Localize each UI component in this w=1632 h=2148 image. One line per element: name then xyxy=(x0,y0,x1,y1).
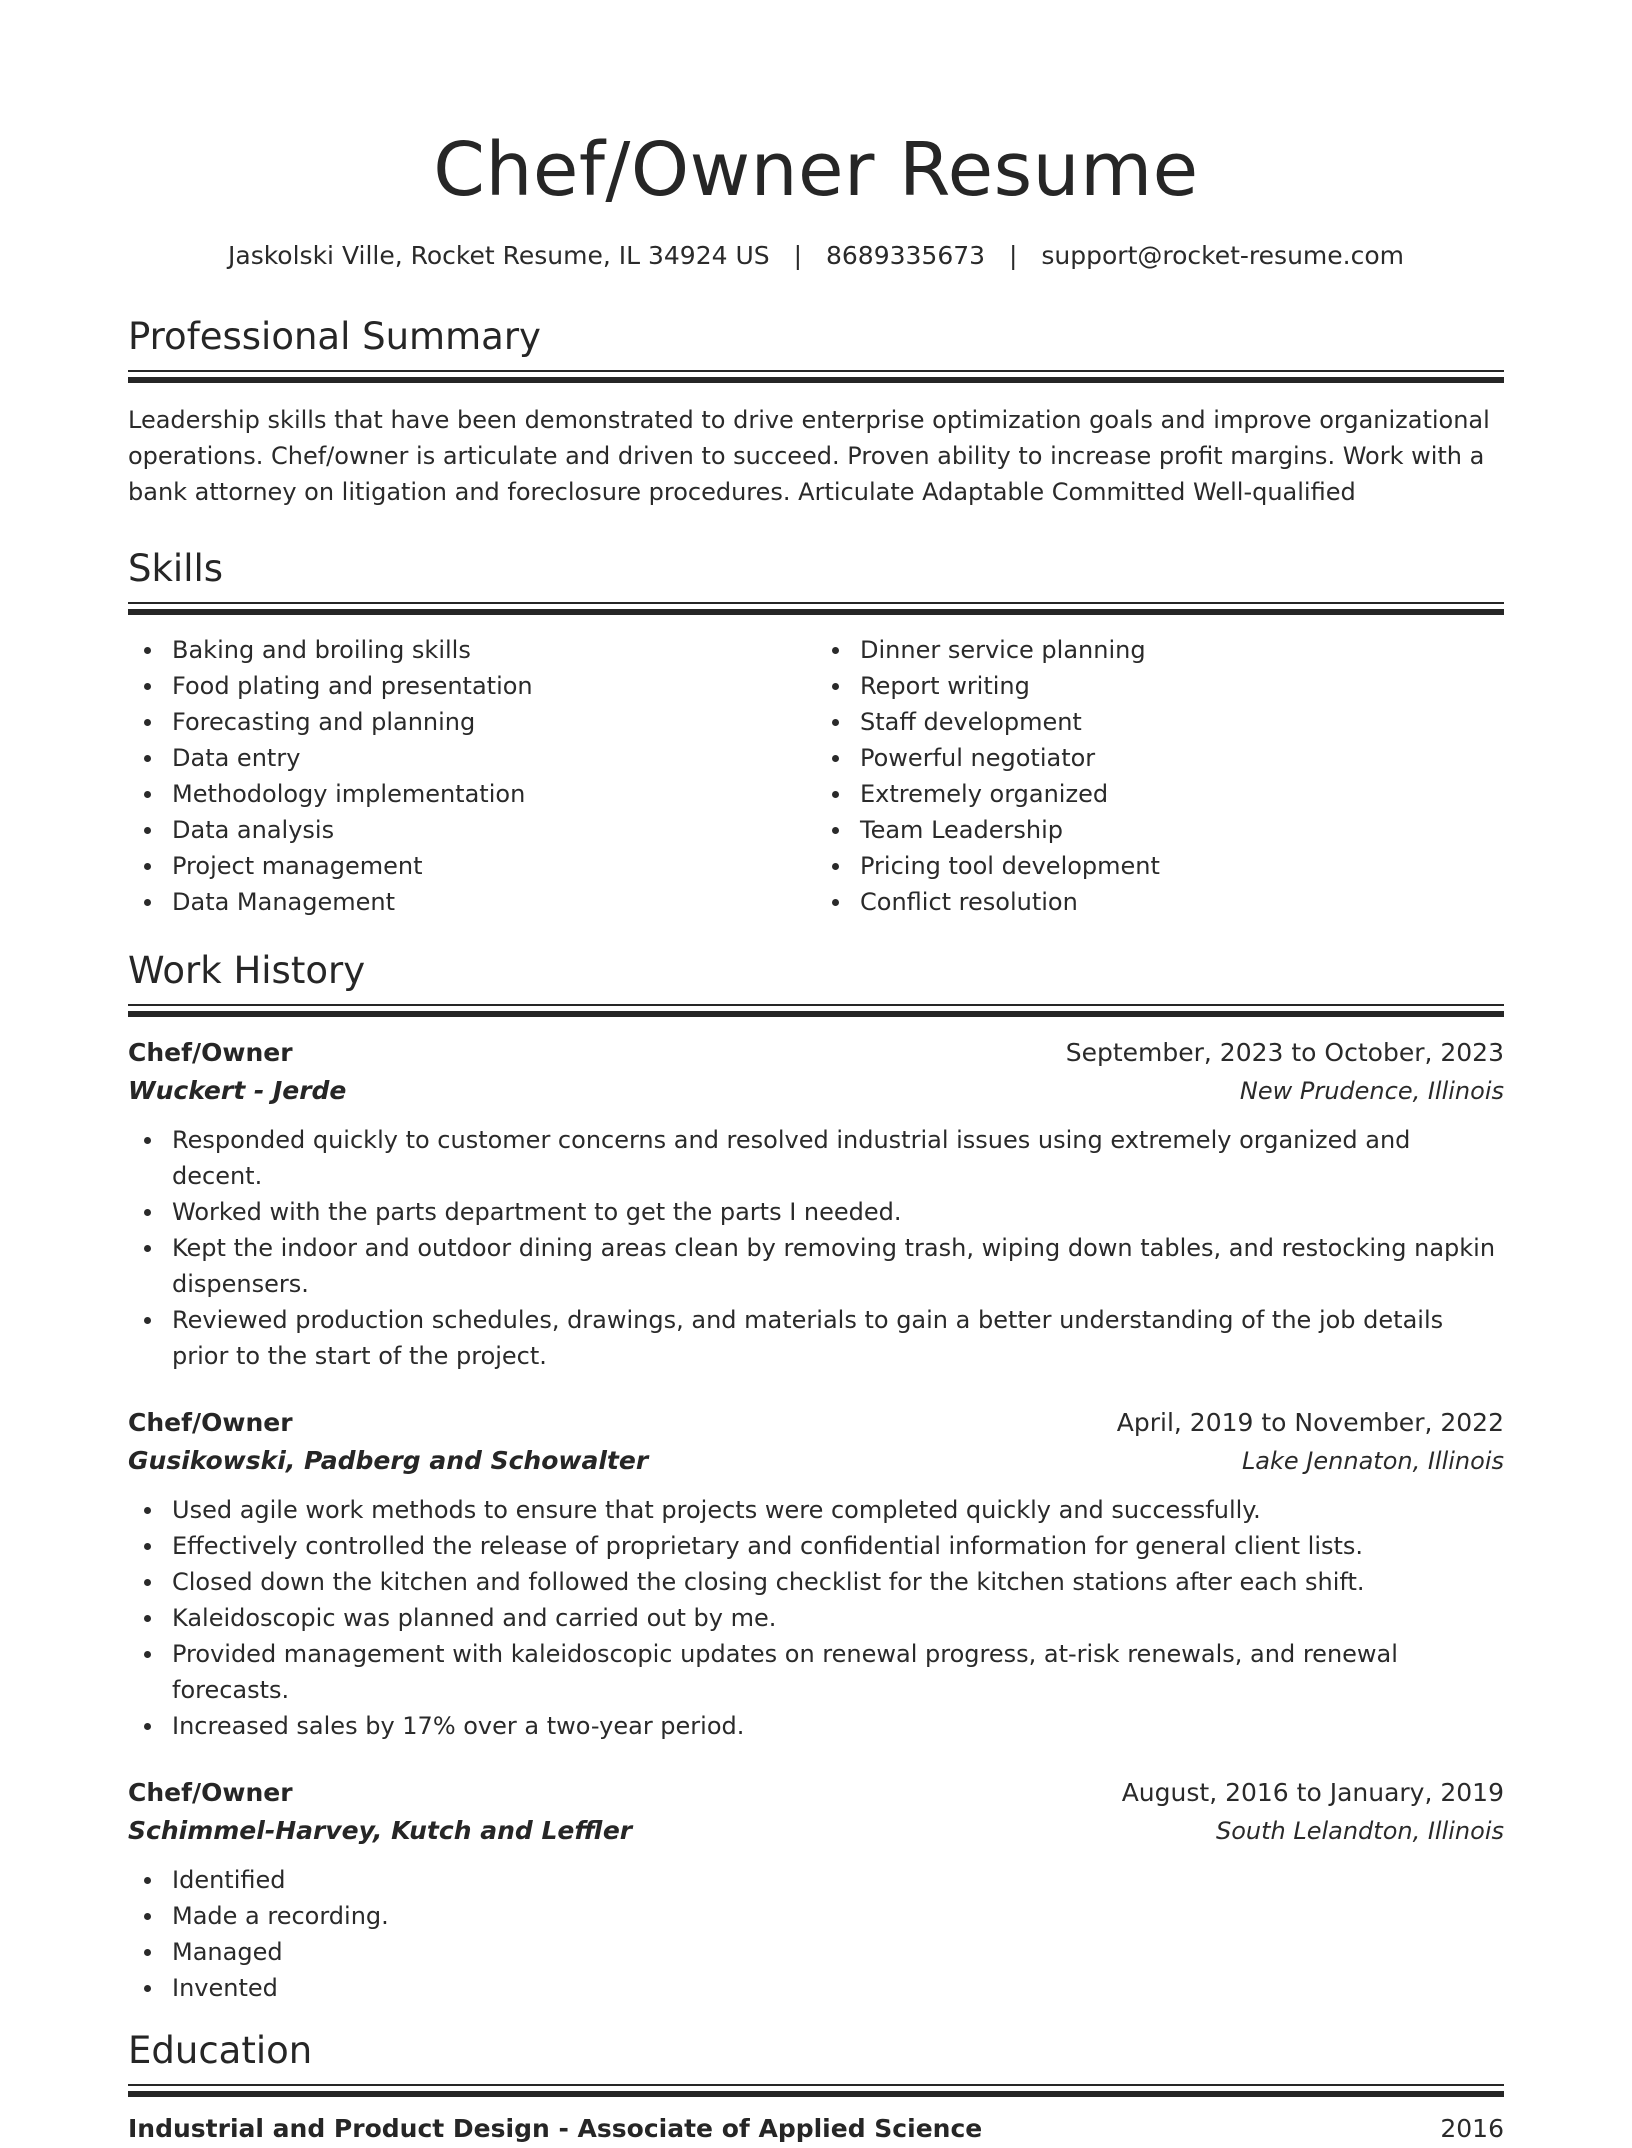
skills-section xyxy=(128,544,1504,920)
section-divider xyxy=(128,602,1504,616)
job-header-row xyxy=(128,1774,1504,1812)
skills-columns xyxy=(128,632,1504,920)
skill-item: Conflict resolution xyxy=(860,884,1504,920)
job-dates: September, 2023 to October, 2023 xyxy=(1065,1038,1504,1067)
contact-line xyxy=(128,238,1504,274)
job-bullet: Reviewed production schedules, drawings, and materials to gain a better understanding of the job details prior to the start of the project. xyxy=(172,1302,1504,1374)
skill-item: Data Management xyxy=(172,884,816,920)
resume-page xyxy=(128,0,1504,2148)
section-title-summary: Professional Summary xyxy=(128,315,541,358)
skill-item: Baking and broiling skills xyxy=(172,632,816,668)
job-entry xyxy=(128,1774,1504,2006)
job-bullets xyxy=(128,1862,1504,2006)
job-entry xyxy=(128,1404,1504,1744)
skill-item: Forecasting and planning xyxy=(172,704,816,740)
job-entry xyxy=(128,1034,1504,1374)
job-title: Chef/Owner xyxy=(128,1038,293,1067)
contact-phone: 8689335673 xyxy=(825,241,986,270)
summary-text: Leadership skills that have been demonstrated to drive enterprise optimization goals and improve organizational operations. Chef/owner is articulate and driven to succeed. Proven ability to increase profit margins. Work with a bank attorney on litigation and foreclosure procedures. Articulate Adaptable Committed Well-qualified xyxy=(128,406,1490,506)
job-header-row xyxy=(128,1404,1504,1442)
job-location: South Lelandton, Illinois xyxy=(1215,1817,1504,1845)
job-location: Lake Jennaton, Illinois xyxy=(1241,1447,1504,1475)
skill-item: Team Leadership xyxy=(860,812,1504,848)
job-title: Chef/Owner xyxy=(128,1778,293,1807)
skill-item: Dinner service planning xyxy=(860,632,1504,668)
section-divider xyxy=(128,370,1504,384)
skill-item: Methodology implementation xyxy=(172,776,816,812)
job-dates: April, 2019 to November, 2022 xyxy=(1116,1408,1504,1437)
education-entry xyxy=(128,2110,1504,2148)
education-section xyxy=(128,2026,1504,2148)
section-title-work-history: Work History xyxy=(128,949,366,992)
section-divider xyxy=(128,1004,1504,1018)
section-title-education: Education xyxy=(128,2029,313,2072)
job-bullet: Identified xyxy=(172,1862,1504,1898)
job-bullet: Worked with the parts department to get the parts I needed. xyxy=(172,1194,1504,1230)
skill-item: Extremely organized xyxy=(860,776,1504,812)
job-bullet: Made a recording. xyxy=(172,1898,1504,1934)
job-location: New Prudence, Illinois xyxy=(1239,1077,1504,1105)
job-header-row xyxy=(128,1034,1504,1072)
job-company-row xyxy=(128,1812,1504,1850)
skill-item: Powerful negotiator xyxy=(860,740,1504,776)
job-company-row xyxy=(128,1442,1504,1480)
job-company-row xyxy=(128,1072,1504,1110)
job-bullet: Managed xyxy=(172,1934,1504,1970)
skills-list-right xyxy=(816,632,1504,920)
contact-separator: | xyxy=(1009,241,1018,270)
job-bullet: Responded quickly to customer concerns and resolved industrial issues using extremely organized and decent. xyxy=(172,1122,1504,1194)
job-bullet: Kaleidoscopic was planned and carried out by me. xyxy=(172,1600,1504,1636)
contact-separator: | xyxy=(793,241,803,270)
job-bullet: Increased sales by 17% over a two-year period. xyxy=(172,1708,1504,1744)
education-degree: Industrial and Product Design - Associate of Applied Science xyxy=(128,2114,983,2143)
section-title-skills: Skills xyxy=(128,547,224,590)
job-company: Schimmel-Harvey, Kutch and Leffler xyxy=(128,1816,633,1845)
job-bullet: Closed down the kitchen and followed the closing checklist for the kitchen stations after each shift. xyxy=(172,1564,1504,1600)
skills-list-left xyxy=(128,632,816,920)
skill-item: Staff development xyxy=(860,704,1504,740)
contact-email: support@rocket-resume.com xyxy=(1041,241,1404,270)
education-year: 2016 xyxy=(1440,2114,1504,2143)
job-bullet: Provided management with kaleidoscopic updates on renewal progress, at-risk renewals, and renewal forecasts. xyxy=(172,1636,1504,1708)
job-company: Gusikowski, Padberg and Schowalter xyxy=(128,1446,649,1475)
skill-item: Food plating and presentation xyxy=(172,668,816,704)
job-bullet: Used agile work methods to ensure that projects were completed quickly and successfully. xyxy=(172,1492,1504,1528)
job-bullets xyxy=(128,1492,1504,1744)
skill-item: Data analysis xyxy=(172,812,816,848)
job-bullet: Effectively controlled the release of proprietary and confidential information for general client lists. xyxy=(172,1528,1504,1564)
skill-item: Data entry xyxy=(172,740,816,776)
professional-summary-section xyxy=(128,312,1504,510)
job-company: Wuckert - Jerde xyxy=(128,1076,347,1105)
skill-item: Report writing xyxy=(860,668,1504,704)
job-bullets xyxy=(128,1122,1504,1374)
job-bullet: Invented xyxy=(172,1970,1504,2006)
skill-item: Pricing tool development xyxy=(860,848,1504,884)
work-history-section xyxy=(128,946,1504,2006)
resume-title: Chef/Owner Resume xyxy=(433,127,1199,213)
contact-address: Jaskolski Ville, Rocket Resume, IL 34924 US xyxy=(228,241,770,270)
section-divider xyxy=(128,2084,1504,2098)
job-bullet: Kept the indoor and outdoor dining areas clean by removing trash, wiping down tables, and restocking napkin dispensers. xyxy=(172,1230,1504,1302)
skill-item: Project management xyxy=(172,848,816,884)
job-title: Chef/Owner xyxy=(128,1408,293,1437)
job-dates: August, 2016 to January, 2019 xyxy=(1121,1778,1504,1807)
